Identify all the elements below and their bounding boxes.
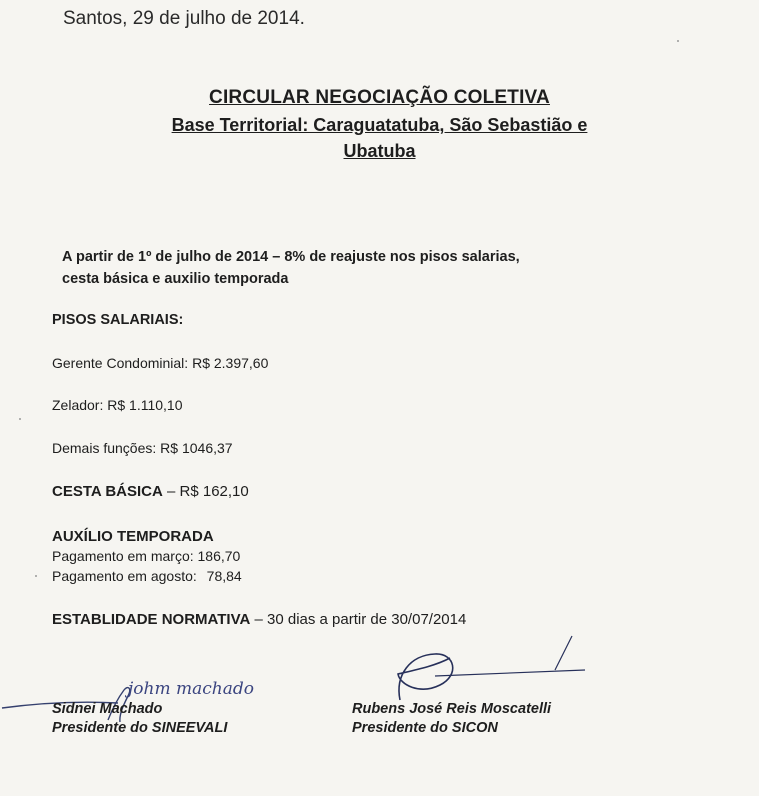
piso-value: R$ 2.397,60	[192, 355, 269, 371]
piso-zelador	[52, 397, 183, 413]
auxilio-value: 78,84	[206, 568, 242, 584]
piso-gerente	[52, 355, 268, 371]
estabilidade-label: ESTABLIDADE NORMATIVA	[52, 611, 251, 628]
estabilidade-value: – 30 dias a partir de 30/07/2014	[254, 611, 467, 628]
signature-name-rubens: Rubens José Reis Moscatelli	[352, 701, 552, 717]
auxilio-heading: AUXÍLIO TEMPORADA	[52, 528, 214, 545]
auxilio-agosto	[52, 568, 242, 584]
auxilio-value: 186,70	[197, 548, 241, 564]
signature-sidnei-handwriting: johm machado	[128, 679, 254, 699]
piso-label: Gerente Condominial:	[52, 355, 189, 371]
intro-line-2: cesta básica e auxilio temporada	[62, 271, 289, 287]
piso-label: Demais funções:	[52, 440, 157, 456]
estabilidade-line	[52, 611, 466, 628]
scan-speck	[35, 575, 37, 577]
auxilio-marco	[52, 548, 240, 564]
auxilio-label: Pagamento em março:	[52, 548, 194, 564]
piso-value: R$ 1046,37	[160, 440, 233, 456]
pisos-heading: PISOS SALARIAIS:	[52, 312, 184, 328]
scan-speck	[19, 418, 21, 420]
piso-demais	[52, 440, 233, 456]
signature-role-rubens: Presidente do SICON	[352, 720, 498, 736]
signature-name-sidnei: Sidnei Machado	[52, 701, 163, 717]
auxilio-label: Pagamento em agosto:	[52, 568, 197, 584]
piso-label: Zelador:	[52, 397, 104, 413]
signature-rubens-image	[340, 630, 620, 710]
base-territorial-line: Base Territorial: Caraguatatuba, São Sebastião e	[171, 115, 588, 135]
intro-line-1: A partir de 1º de julho de 2014 – 8% de reajuste nos pisos salarias,	[62, 249, 520, 265]
base-territorial-line-2: Ubatuba	[343, 141, 416, 161]
intro-paragraph	[62, 246, 520, 290]
circular-title: CIRCULAR NEGOCIAÇÃO COLETIVA	[209, 87, 550, 108]
date-line: Santos, 29 de julho de 2014.	[63, 8, 305, 29]
cesta-value: – R$ 162,10	[167, 483, 249, 500]
signature-role-sidnei: Presidente do SINEEVALI	[52, 720, 228, 736]
cesta-label: CESTA BÁSICA	[52, 483, 163, 500]
scan-speck	[677, 40, 679, 42]
cesta-basica	[52, 483, 249, 500]
piso-value: R$ 1.110,10	[107, 397, 183, 413]
